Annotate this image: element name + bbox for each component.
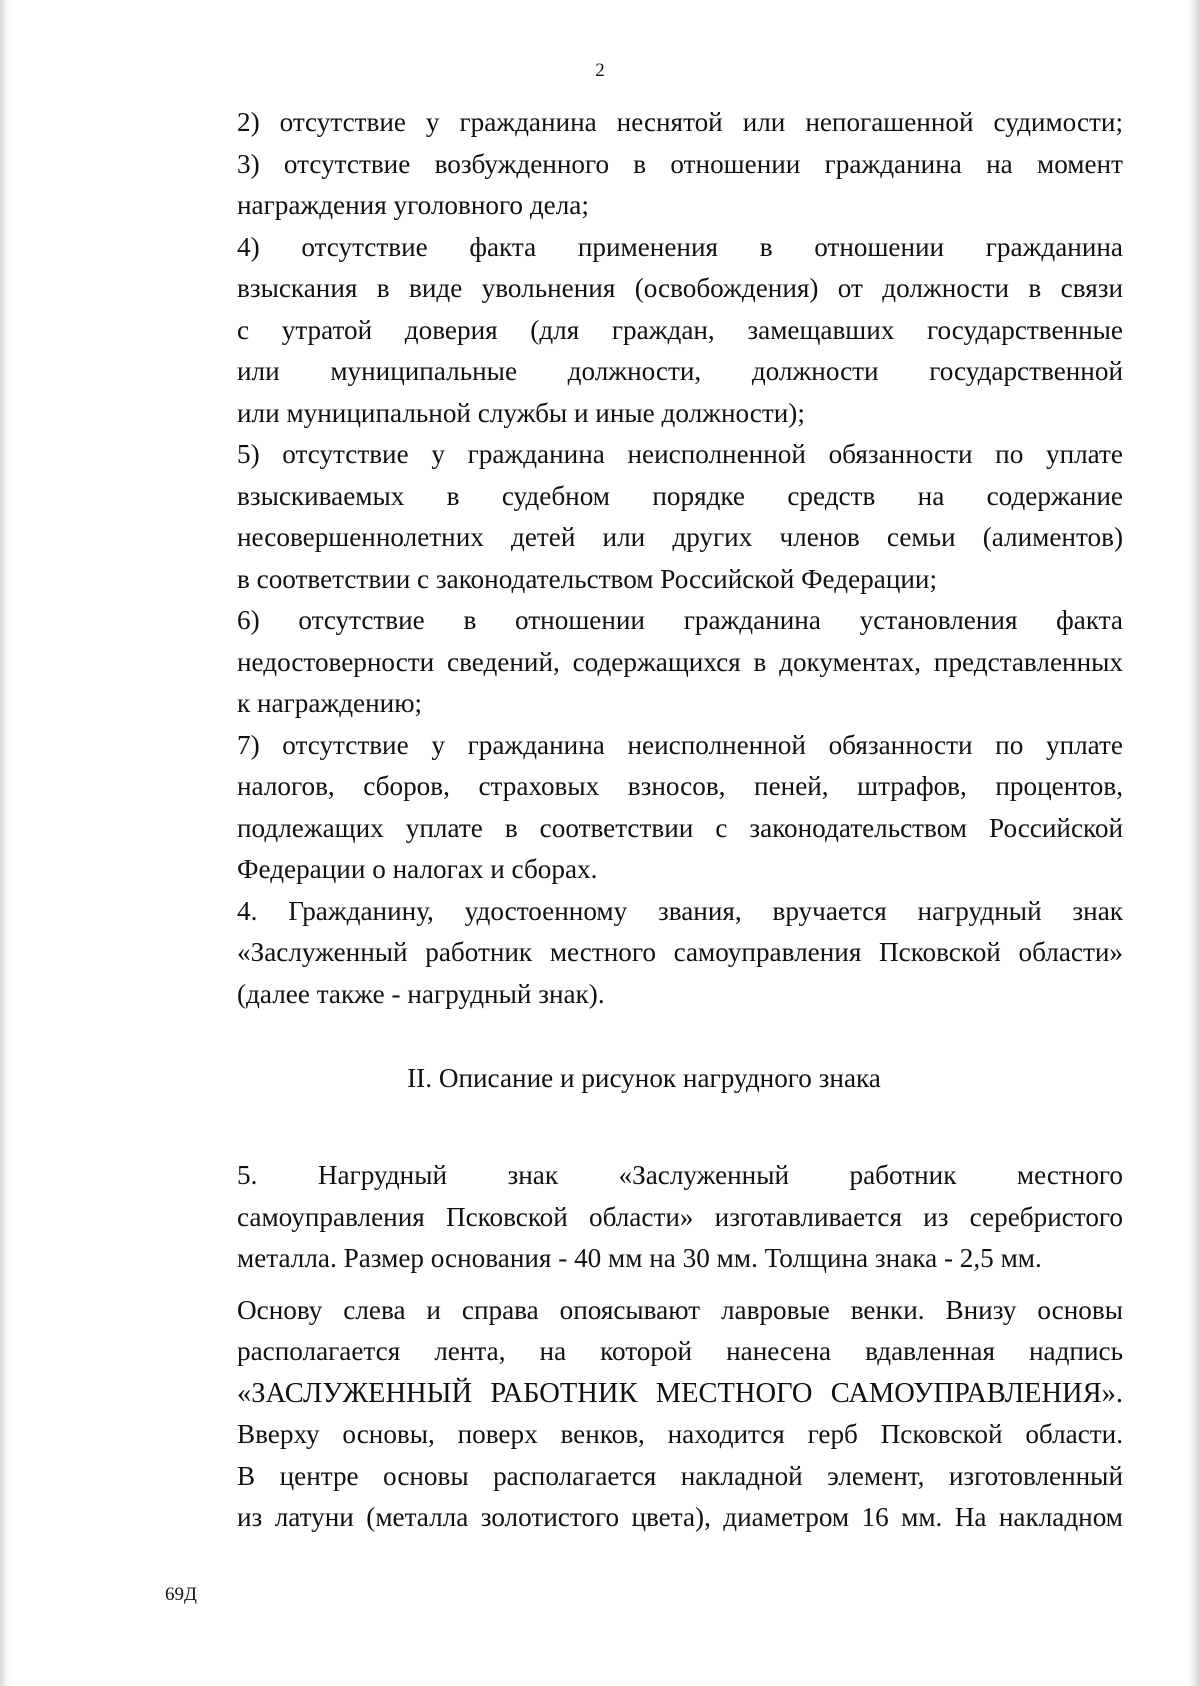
text-line: 7) отсутствие у гражданина неисполненной обязанности по уплате <box>237 729 1123 760</box>
text-line: несовершеннолетних детей или других членов семьи (алиментов) <box>237 522 1123 552</box>
text-line: Основу слева и справа опоясывают лавровые венки. Внизу основы <box>237 1294 1123 1325</box>
text-line: или муниципальной службы и иные должности); <box>237 397 805 428</box>
section-heading: II. Описание и рисунок нагрудного знака <box>407 1063 881 1093</box>
scan-edge-left <box>0 0 10 1686</box>
text-line: награждения уголовного дела; <box>237 190 589 220</box>
text-line: металла. Размер основания - 40 мм на 30 мм. Толщина знака - 2,5 мм. <box>237 1243 1042 1273</box>
paragraph-point-4 <box>165 891 1123 1016</box>
text-line: 2) отсутствие у гражданина неснятой или непогашенной судимости; <box>237 107 1123 137</box>
paragraph-badge-description <box>165 1290 1123 1539</box>
text-line: к награждению; <box>237 688 423 718</box>
paragraph-item-7 <box>165 725 1123 891</box>
text-line: «ЗАСЛУЖЕННЫЙ РАБОТНИК МЕСТНОГО САМОУПРАВЛЕНИЯ». <box>237 1377 1123 1409</box>
footer-code: 69Д <box>165 1584 197 1605</box>
text-line: взыскиваемых в судебном порядке средств на содержание <box>237 480 1123 511</box>
text-line: «Заслуженный работник местного самоуправления Псковской области» <box>237 937 1123 967</box>
text-line: налогов, сборов, страховых взносов, пеней, штрафов, процентов, <box>237 771 1123 801</box>
text-line: 4. Гражданину, удостоенному звания, вручается нагрудный знак <box>237 895 1123 926</box>
paragraph-item-4 <box>165 227 1123 435</box>
text-line: 5) отсутствие у гражданина неисполненной обязанности по уплате <box>237 439 1123 469</box>
paragraph-item-6 <box>165 600 1123 725</box>
text-line: с утратой доверия (для граждан, замещавших государственные <box>237 314 1123 345</box>
text-line: из латуни (металла золотистого цвета), диаметром 16 мм. На накладном <box>237 1502 1123 1532</box>
text-line: недостоверности сведений, содержащихся в документах, представленных <box>237 646 1123 677</box>
text-line: 4) отсутствие факта применения в отношении гражданина <box>237 231 1123 262</box>
paragraph-item-5 <box>165 434 1123 600</box>
document-body <box>165 102 1123 1539</box>
text-line: 5. Нагрудный знак «Заслуженный работник местного <box>237 1160 1123 1190</box>
text-line: самоуправления Псковской области» изготавливается из серебристого <box>237 1201 1123 1232</box>
page-number: 2 <box>595 60 605 81</box>
text-line: 3) отсутствие возбужденного в отношении гражданина на момент <box>237 148 1123 179</box>
text-line: в соответствии с законодательством Российской Федерации; <box>237 563 938 594</box>
paragraph-item-3 <box>165 144 1123 227</box>
text-line: подлежащих уплате в соответствии с законодательством Российской <box>237 812 1123 843</box>
text-line: (далее также - нагрудный знак). <box>237 978 605 1009</box>
text-line: или муниципальные должности, должности государственной <box>237 356 1123 386</box>
text-line: Вверху основы, поверх венков, находится герб Псковской области. <box>237 1419 1123 1449</box>
text-line: располагается лента, на которой нанесена вдавленная надпись <box>237 1336 1123 1366</box>
text-line: Федерации о налогах и сборах. <box>237 854 598 884</box>
text-line: В центре основы располагается накладной элемент, изготовленный <box>237 1460 1123 1491</box>
scan-edge-right <box>1188 0 1200 1686</box>
text-line: 6) отсутствие в отношении гражданина установления факта <box>237 605 1123 635</box>
paragraph-point-5 <box>165 1155 1123 1280</box>
text-line: взыскания в виде увольнения (освобождения) от должности в связи <box>237 273 1123 303</box>
paragraph-item-2 <box>165 102 1123 144</box>
